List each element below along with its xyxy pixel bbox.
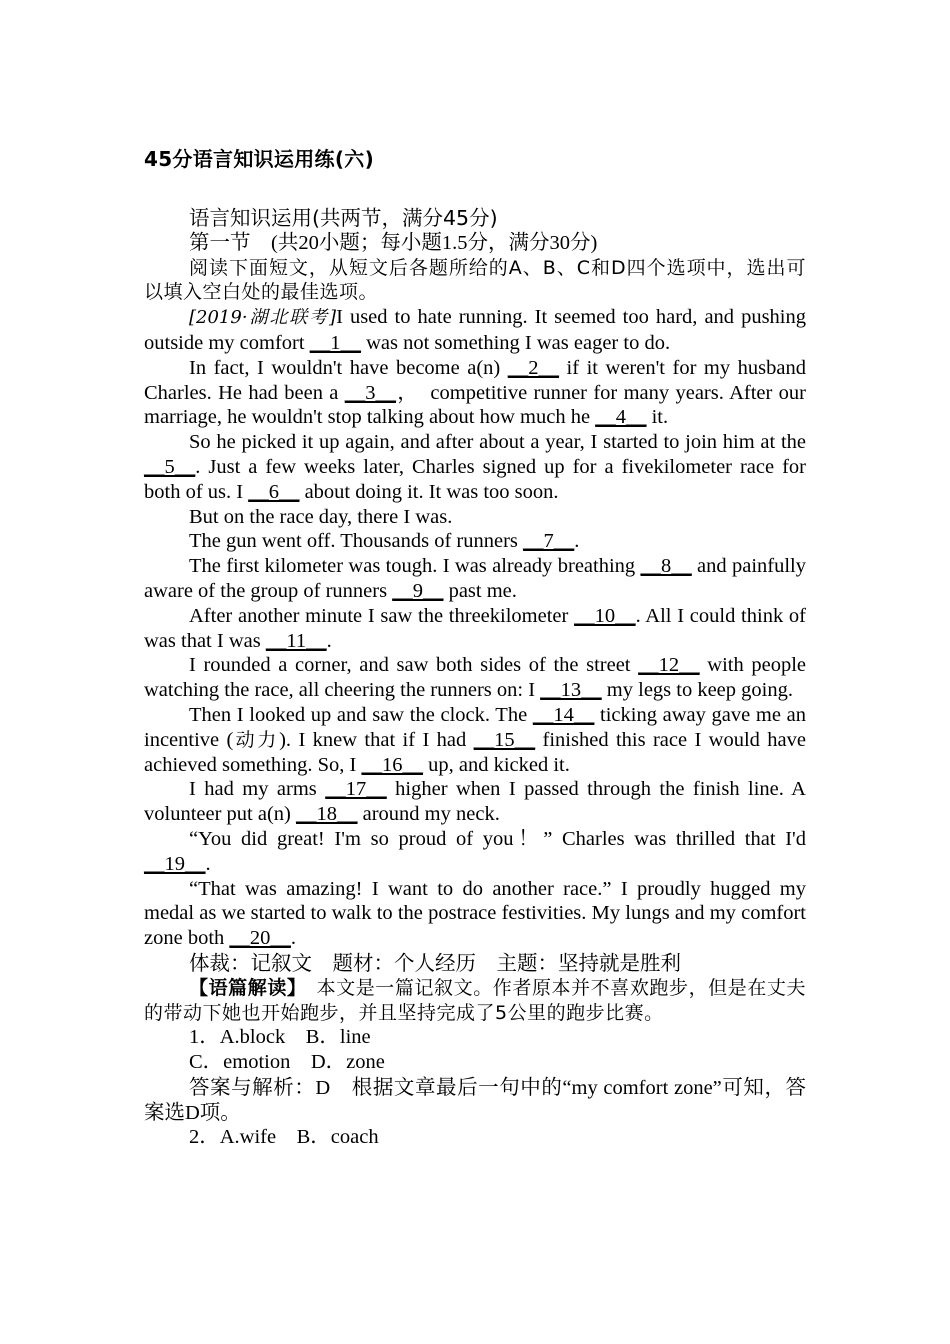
genre-theme-line: 体裁：记叙文 题材：个人经历 主题：坚持就是胜利 xyxy=(189,950,681,975)
passage-paragraph-6: The first kilometer was tough. I was already breathing __8__ and painfully aware of the group of runners __9__ past me. xyxy=(144,555,806,602)
passage-paragraph-10: I had my arms __17__ higher when I passed through the finish line. A volunteer put a(n) __18__ around my neck. xyxy=(144,778,806,826)
passage-paragraph-12: “That was amazing! I want to do another race.” I proudly hugged my medal as we started to walk to the postrace festivities. My lungs and my comfort zone both __20__. xyxy=(144,877,806,950)
passage-paragraph-3: So he picked it up again, and after about a year, I started to join him at the __5__. Just a few weeks later, Charles signed up for a fivekilometer race for both of us. I __6__ about doing it. It was too soon. xyxy=(144,431,806,503)
source-tag: [2019·湖北联考] xyxy=(189,307,337,329)
part-header: 第一节 (共20小题；每小题1.5分，满分30分) xyxy=(189,231,598,254)
blank-9: __9__ xyxy=(392,579,444,602)
blank-16: __16__ xyxy=(361,753,423,776)
passage-analysis: 【语篇解读】 本文是一篇记叙文。作者原本并不喜欢跑步，但是在丈夫的带动下她也开始跑步，并且坚持完成了5公里的跑步比赛。 xyxy=(144,976,806,1024)
blank-2: __2__ xyxy=(507,356,560,379)
passage-paragraph-4: But on the race day, there I was. xyxy=(189,505,453,528)
document-body xyxy=(144,206,806,1150)
instructions: 阅读下面短文，从短文后各题所给的A、B、C和D四个选项中，选出可以填入空白处的最佳选项。 xyxy=(144,256,806,304)
blank-4: __4__ xyxy=(595,406,647,429)
blank-11: __11__ xyxy=(265,629,327,652)
blank-7: __7__ xyxy=(523,530,575,553)
question-2-options-a-b: 2．A.wife B．coach xyxy=(189,1126,379,1149)
question-1-options-a-b: 1．A.block B．line xyxy=(189,1026,371,1049)
passage-paragraph-2: In fact, I wouldn't have become a(n) __2__ if it weren't for my husband Charles. He had been a __3__， competitive runner for many years. After our marriage, he wouldn't stop talking about how much he __4__ it. xyxy=(144,356,806,429)
blank-13: __13__ xyxy=(540,679,602,702)
blank-8: __8__ xyxy=(640,555,692,578)
analysis-label: 【语篇解读】 xyxy=(189,976,297,999)
blank-3: __3__ xyxy=(344,381,396,404)
blank-1: __1__ xyxy=(309,331,361,354)
answer-label: 答案与解析： xyxy=(189,1074,316,1099)
blank-14: __14__ xyxy=(532,703,595,726)
document-title: 45分语言知识运用练(六) xyxy=(144,147,375,171)
passage-paragraph-9: Then I looked up and saw the clock. The __14__ ticking away gave me an incentive (动力). I knew that if I had __15__ finished this race I would have achieved something. So, I __16__ up, and kicked it. xyxy=(144,703,806,776)
blank-6: __6__ xyxy=(248,480,300,503)
passage-paragraph-5: The gun went off. Thousands of runners __7__. xyxy=(189,530,580,553)
passage-paragraph-7: After another minute I saw the threekilometer __10__. All I could think of was that I was __11__. xyxy=(144,604,806,652)
blank-19: __19__ xyxy=(144,852,206,875)
blank-18: __18__ xyxy=(296,803,358,826)
blank-12: __12__ xyxy=(638,654,700,677)
passage-paragraph-8: I rounded a corner, and saw both sides of the street __12__ with people watching the race, all cheering the runners on: I __13__ my legs to keep going. xyxy=(144,654,806,702)
blank-15: __15__ xyxy=(473,728,536,751)
blank-20: __20__ xyxy=(229,927,291,950)
passage-paragraph-11: “You did great! I'm so proud of you！” Charles was thrilled that I'd __19__. xyxy=(144,827,806,875)
blank-10: __10__ xyxy=(574,604,636,627)
blank-5: __5__ xyxy=(144,455,196,478)
blank-17: __17__ xyxy=(325,778,387,801)
answer-explanation-1: 答案与解析：D 根据文章最后一句中的“my comfort zone”可知，答案选D项。 xyxy=(144,1074,807,1124)
section-header: 语言知识运用(共两节，满分45分) xyxy=(189,206,498,230)
question-1-options-c-d: C．emotion D．zone xyxy=(189,1051,385,1074)
passage-paragraph-1: [2019·湖北联考]I used to hate running. It seemed too hard, and pushing outside my comfort __1__ was not something I was eager to do. xyxy=(144,306,807,354)
